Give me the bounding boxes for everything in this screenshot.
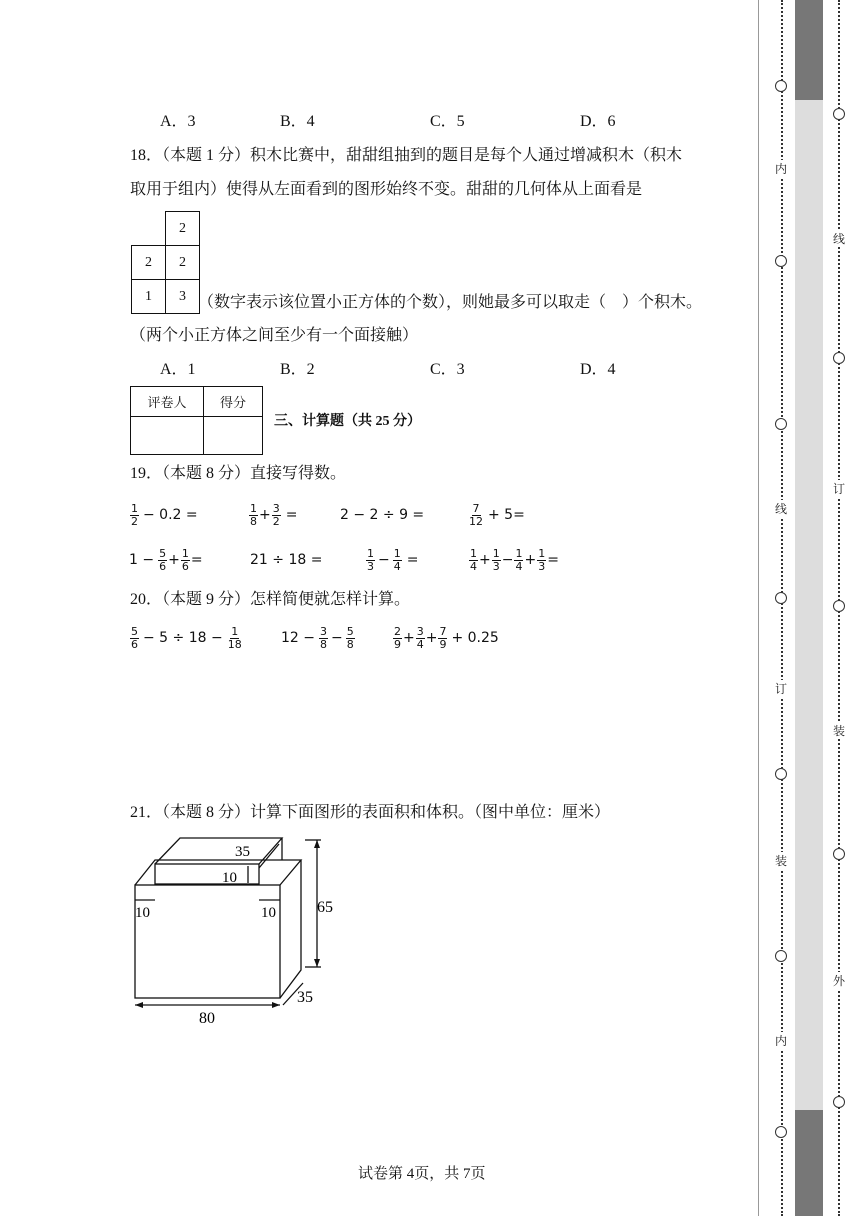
q19-expr-2: $\frac{1}{8}$ + $\frac{3}{2}$ = xyxy=(250,501,298,528)
q21-figure xyxy=(125,830,355,1030)
q20-expr-3: $\frac{2}{9}$ + $\frac{3}{4}$ + $\frac{7}{9}$ + 0.25 xyxy=(394,624,499,651)
q19-expr-4: $\frac{7}{12}$ + 5= xyxy=(469,501,525,528)
q17-option-c: C．5 xyxy=(430,113,465,130)
binding-inner-label: 装 xyxy=(775,854,788,868)
binding-hole-icon xyxy=(833,848,845,860)
binding-inner-label: 订 xyxy=(775,682,788,696)
label-height: 65 xyxy=(317,899,333,916)
label-top-height: 10 xyxy=(222,870,237,886)
binding-inner-label: 内 xyxy=(775,162,788,176)
binding-outer-label: 装 xyxy=(833,724,846,738)
binding-hole-icon xyxy=(775,80,787,92)
binding-inner-label: 内 xyxy=(775,1034,788,1048)
binding-outer-label: 外 xyxy=(833,974,846,988)
q18-line4: （两个小正方体之间至少有一个面接触） xyxy=(130,327,419,344)
label-left-gap: 10 xyxy=(135,905,150,921)
grid-cell: 2 xyxy=(166,246,200,280)
binding-hole-icon xyxy=(833,108,845,120)
q19-expr-1: $\frac{1}{2}$ − 0.2 = xyxy=(131,501,198,528)
page-footer: 试卷第 4页，共 7页 xyxy=(358,1166,486,1182)
q19-expr-3: 2 − 2 ÷ 9 = xyxy=(340,507,425,523)
binding-hole-icon xyxy=(775,255,787,267)
q18-option-a: A．1 xyxy=(160,361,196,378)
grid-cell: 1 xyxy=(132,280,166,314)
grader-cell[interactable] xyxy=(131,417,204,455)
q17-option-a: A．3 xyxy=(160,113,196,130)
section-title: 三、计算题（共 25 分） xyxy=(274,414,421,429)
binding-hole-icon xyxy=(775,1126,787,1138)
q21-title: 21．（本题 8 分）计算下面图形的表面积和体积。（图中单位：厘米） xyxy=(130,804,611,821)
binding-hole-icon xyxy=(833,1096,845,1108)
binding-outer-label: 订 xyxy=(833,482,846,496)
binding-light-strip xyxy=(795,100,823,1110)
score-label: 得分 xyxy=(204,387,263,417)
binding-dark-strip-top xyxy=(795,0,823,100)
label-width: 80 xyxy=(199,1010,215,1027)
grid-cell: 3 xyxy=(166,280,200,314)
binding-hole-icon xyxy=(775,592,787,604)
q18-option-b: B．2 xyxy=(280,361,315,378)
q20-title: 20．（本题 9 分）怎样简便就怎样计算。 xyxy=(130,591,411,608)
label-top-depth: 35 xyxy=(235,844,250,860)
grader-label: 评卷人 xyxy=(131,387,204,417)
label-depth: 35 xyxy=(297,989,313,1006)
q19-expr-7: $\frac{1}{3}$ − $\frac{1}{4}$ = xyxy=(367,546,419,573)
q19-expr-8: $\frac{1}{4}$ + $\frac{1}{3}$ − $\frac{1}{4}$ + $\frac{1}{3}$ = xyxy=(470,546,559,573)
q19-title: 19．（本题 8 分）直接写得数。 xyxy=(130,465,347,482)
score-cell[interactable] xyxy=(204,417,263,455)
q17-option-d: D．6 xyxy=(580,113,616,130)
q18-option-c: C．3 xyxy=(430,361,465,378)
binding-hole-icon xyxy=(775,418,787,430)
grid-cell: 2 xyxy=(132,246,166,280)
label-right-gap: 10 xyxy=(261,905,276,921)
binding-margin xyxy=(758,0,860,1216)
q17-option-b: B．4 xyxy=(280,113,315,130)
binding-inner-label: 线 xyxy=(775,502,788,516)
q18-line1: 18．（本题 1 分）积木比赛中，甜甜组抽到的题目是每个人通过增减积木（积木 xyxy=(130,147,683,164)
q18-option-d: D．4 xyxy=(580,361,616,378)
q18-top-view-grid xyxy=(131,211,200,314)
q18-line3: （数字表示该位置小正方体的个数），则她最多可以取走（ ）个积木。 xyxy=(198,294,703,311)
binding-outer-label: 线 xyxy=(833,232,846,246)
binding-hole-icon xyxy=(775,768,787,780)
q20-expr-1: $\frac{5}{6}$ − 5 ÷ 18 − $\frac{1}{18}$ xyxy=(131,624,242,651)
binding-hole-icon xyxy=(775,950,787,962)
binding-border xyxy=(758,0,760,1216)
score-box xyxy=(130,386,263,455)
binding-dark-strip-bottom xyxy=(795,1110,823,1216)
q20-expr-2: 12 − $\frac{3}{8}$ − $\frac{5}{8}$ xyxy=(281,624,354,651)
grid-cell: 2 xyxy=(166,212,200,246)
q19-expr-6: 21 ÷ 18 = xyxy=(250,552,323,568)
binding-hole-icon xyxy=(833,600,845,612)
grid-cell xyxy=(132,212,166,246)
binding-hole-icon xyxy=(833,352,845,364)
q19-expr-5: 1 − $\frac{5}{6}$ + $\frac{1}{6}$ = xyxy=(129,546,203,573)
q18-line2: 取用于组内）使得从左面看到的图形始终不变。甜甜的几何体从上面看是 xyxy=(130,181,643,198)
